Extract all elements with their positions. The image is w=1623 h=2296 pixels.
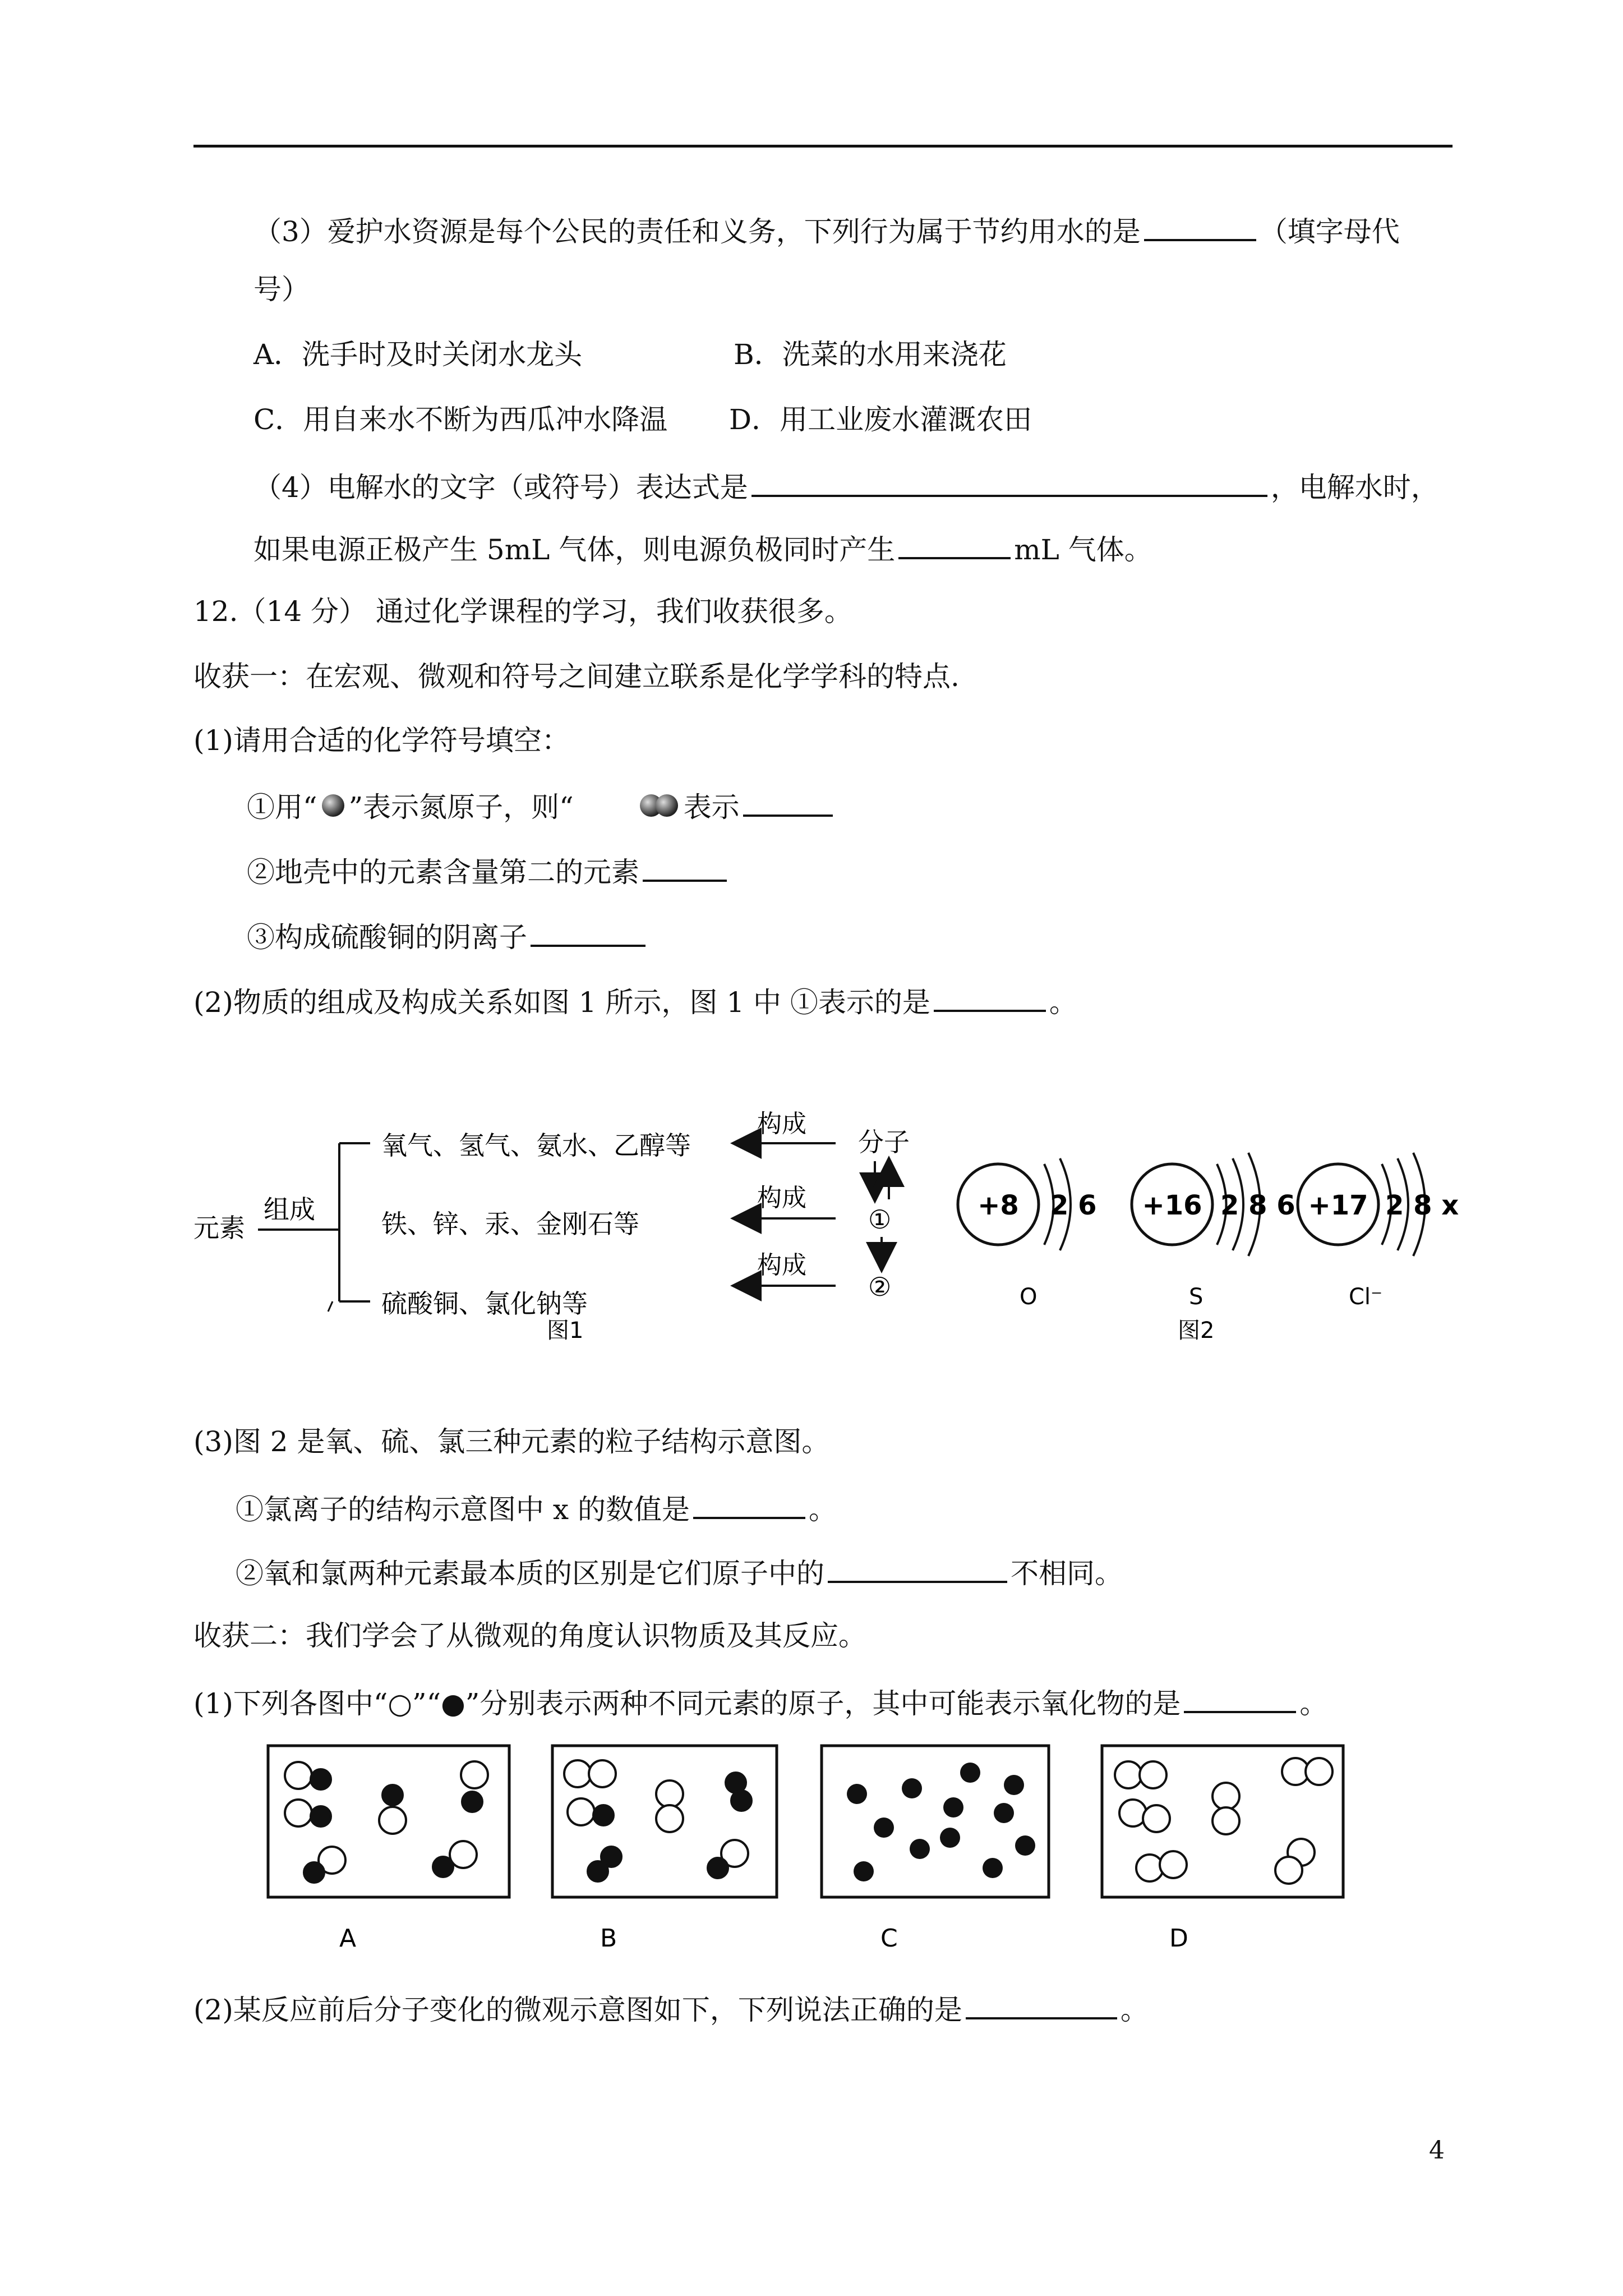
chlorine-label: Cl⁻ bbox=[1349, 1284, 1383, 1310]
oxygen-label: O bbox=[1020, 1284, 1038, 1310]
box-d-label: D bbox=[1169, 1924, 1188, 1953]
box-c-label: C bbox=[880, 1924, 898, 1953]
fig1-row2: 铁、锌、汞、金刚石等 bbox=[381, 1209, 639, 1239]
page-number: 4 bbox=[1429, 2136, 1445, 2165]
answer-blank[interactable] bbox=[531, 918, 645, 947]
oxygen-shells: 2 6 bbox=[1050, 1190, 1097, 1221]
q3-option-d: D．用工业废水灌溉农田 bbox=[729, 403, 1032, 436]
q3-line2: 号） bbox=[253, 273, 310, 306]
q12-part3b: ②氧和氯两种元素最本质的区别是它们原子中的 不相同。 bbox=[236, 1554, 1123, 1590]
fig1-compose-label: 组成 bbox=[264, 1194, 315, 1225]
q12-part3a: ①氯离子的结构示意图中 x 的数值是 。 bbox=[236, 1490, 837, 1526]
fig1-molecule-label: 分子 bbox=[858, 1127, 910, 1157]
chlorine-shells: 2 8 x bbox=[1385, 1190, 1459, 1221]
answer-blank[interactable] bbox=[751, 468, 1267, 497]
answer-blank[interactable] bbox=[966, 1990, 1117, 2019]
q3-option-b: B．洗菜的水用来浇花 bbox=[734, 338, 1007, 371]
answer-blank[interactable] bbox=[643, 853, 727, 882]
answer-blank[interactable] bbox=[828, 1554, 1007, 1583]
answer-blank[interactable] bbox=[934, 983, 1046, 1012]
fig1-row3: 硫酸铜、氯化钠等 bbox=[381, 1289, 588, 1319]
header-rule bbox=[193, 145, 1453, 148]
nitrogen-atom-icon bbox=[317, 792, 349, 820]
answer-blank[interactable] bbox=[1184, 1684, 1296, 1713]
sulfur-core: +16 bbox=[1142, 1190, 1202, 1221]
q12-part1a: ①用“ ”表示氮原子，则“ 表示 bbox=[247, 788, 836, 824]
q3-line1: （3）爱护水资源是每个公民的责任和义务，下列行为属于节约用水的是 （填字母代 bbox=[253, 212, 1400, 249]
q12-part3: (3)图 2 是氧、硫、氯三种元素的粒子结构示意图。 bbox=[193, 1425, 830, 1458]
answer-blank[interactable] bbox=[693, 1490, 805, 1519]
q12-title: 12.（14 分） 通过化学课程的学习，我们收获很多。 bbox=[193, 595, 852, 628]
q4-line2: 如果电源正极产生 5mL 气体，则电源负极同时产生 mL 气体。 bbox=[253, 530, 1152, 567]
gain1-heading: 收获一：在宏观、微观和符号之间建立联系是化学学科的特点. bbox=[193, 660, 960, 693]
fig2-caption: 图2 bbox=[1178, 1318, 1215, 1343]
q3-option-c: C．用自来水不断为西瓜冲水降温 bbox=[253, 403, 668, 436]
fig1-particle-2: ② bbox=[868, 1272, 892, 1302]
nitrogen-molecule-icon bbox=[635, 792, 684, 820]
particle-boxes bbox=[0, 1739, 1623, 1963]
sulfur-label: S bbox=[1189, 1284, 1204, 1310]
box-b-label: B bbox=[600, 1924, 617, 1953]
fig1-caption: 图1 bbox=[547, 1318, 584, 1343]
chlorine-core: +17 bbox=[1308, 1190, 1368, 1221]
q4-line1: （4）电解水的文字（或符号）表达式是 ，电解水时， bbox=[253, 468, 1439, 504]
q12-part1b: ②地壳中的元素含量第二的元素 bbox=[247, 853, 730, 889]
fig1-row1: 氧气、氢气、氨水、乙醇等 bbox=[381, 1130, 691, 1161]
gain2-part1: (1)下列各图中“○”“●”分别表示两种不同元素的原子，其中可能表示氧化物的是 。 bbox=[193, 1684, 1327, 1720]
fig1-arrow-label-2: 构成 bbox=[757, 1184, 806, 1212]
q12-part2: (2)物质的组成及构成关系如图 1 所示，图 1 中 ①表示的是 。 bbox=[193, 983, 1077, 1019]
figure-1-and-2 bbox=[0, 1066, 1623, 1380]
gain2-heading: 收获二：我们学会了从微观的角度认识物质及其反应。 bbox=[193, 1619, 866, 1652]
answer-blank[interactable] bbox=[898, 530, 1011, 559]
q12-part1c: ③构成硫酸铜的阴离子 bbox=[247, 918, 649, 954]
gain2-part2: (2)某反应前后分子变化的微观示意图如下，下列说法正确的是 。 bbox=[193, 1990, 1149, 2027]
sulfur-shells: 2 8 6 bbox=[1220, 1190, 1295, 1221]
box-a-label: A bbox=[339, 1924, 357, 1953]
fig1-arrow-label-3: 构成 bbox=[757, 1251, 806, 1280]
q12-part1: (1)请用合适的化学符号填空： bbox=[193, 724, 570, 757]
fig1-arrow-label-1: 构成 bbox=[757, 1110, 806, 1138]
q3-option-a: A．洗手时及时关闭水龙头 bbox=[253, 338, 583, 371]
answer-blank[interactable] bbox=[743, 788, 833, 817]
oxygen-core: +8 bbox=[978, 1190, 1019, 1221]
fig1-element-label: 元素 bbox=[193, 1213, 245, 1243]
fig1-particle-1: ① bbox=[868, 1204, 892, 1235]
answer-blank[interactable] bbox=[1144, 212, 1256, 241]
